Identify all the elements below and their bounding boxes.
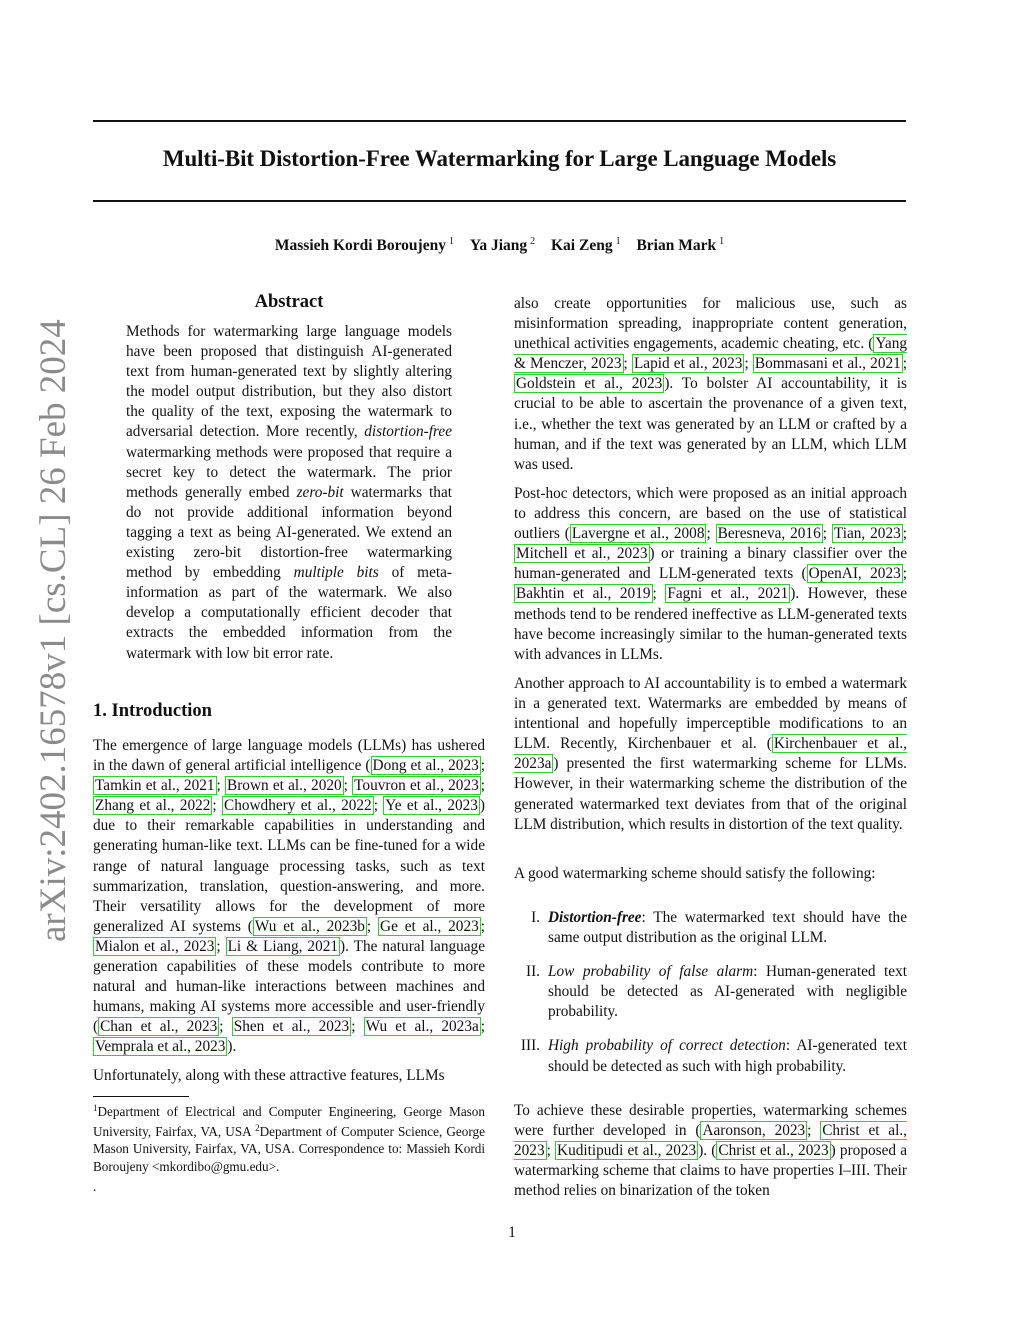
citation-link[interactable]: Yang & Menczer, 2023 bbox=[514, 335, 907, 373]
introduction-heading: 1. Introduction bbox=[93, 701, 212, 721]
citation-link[interactable]: Li & Liang, 2021 bbox=[227, 937, 339, 955]
list-item: II. Low probability of false alarm: Human-generated text should be detected as AI-generated with negligible probability. bbox=[525, 963, 907, 1021]
author: Massieh Kordi Boroujeny $^1$ bbox=[274, 236, 454, 254]
right-paragraph-5: To achieve these desirable properties, watermarking schemes were further developed in ( Aaronson, 2023 ; Christ et al., 2023 ; Kuditipudi et al., 2023 ). ( Christ et al., 2023 ) proposed a watermarking scheme that claims to have properties I–III. Their method relies on binarization of the token bbox=[514, 1102, 907, 1200]
citation-link[interactable]: Fagni et al., 2021 bbox=[667, 585, 789, 603]
citation-link[interactable]: Vemprala et al., 2023 bbox=[95, 1038, 226, 1056]
requirements-list bbox=[514, 908, 907, 1077]
author-list bbox=[93, 236, 906, 255]
citation-link[interactable]: Lavergne et al., 2008 bbox=[571, 525, 705, 543]
list-item: III. High probability of correct detection: AI-generated text should be detected as such with high probability. bbox=[520, 1037, 907, 1075]
list-item: I. Distortion-free: The watermarked text should have the same output distribution as the original LLM. bbox=[531, 909, 907, 947]
citation-link[interactable]: Bommasani et al., 2021 bbox=[754, 355, 901, 373]
abstract-body: Methods for watermarking large language models have been proposed that distinguish AI-generated text from human-generated text by slightly altering the model output distribution, but they also distort the quality of the text, exposing the watermark to adversarial detection. More recently, distortion-free watermarking methods were proposed that require a secret key to detect the watermark. The prior methods generally embed zero-bit watermarks that do not provide additional information beyond tagging a text as being AI-generated. We extend an existing zero-bit distortion-free watermarking method by embedding multiple bits of meta-information as part of the watermark. We also develop a computationally efficient decoder that extracts the embedded information from the watermark with low bit error rate. bbox=[126, 323, 452, 662]
author: Brian Mark $^1$ bbox=[636, 236, 725, 254]
citation-link[interactable]: Brown et al., 2020 bbox=[227, 777, 342, 795]
citation-link[interactable]: Wu et al., 2023b bbox=[254, 917, 365, 935]
stray-period: . bbox=[93, 1180, 97, 1195]
citation-link[interactable]: Goldstein et al., 2023 bbox=[516, 375, 663, 393]
intro-paragraph-1: The emergence of large language models (LLMs) has ushered in the dawn of general artificial intelligence ( Dong et al., 2023 ; Tamkin et al., 2021 ; Brown et al., 2020 ; Touvron et al., 2023 ; Zhang et al., 2022 ; Chowdhery et al., 2022 ; Ye et al., 2023 ) due to their remarkable capabilities in understanding and generating human-like text. LLMs can be fine-tuned for a wide range of natural language processing tasks, such as text summarization, translation, question-answering, and more. Their versatility allows for the development of more generalized AI systems ( Wu et al., 2023b ; Ge et al., 2023 ; Mialon et al., 2023 ; Li & Liang, 2021 ). The natural language generation capabilities of these models contribute to more natural and human-like interactions between machines and humans, making AI systems more accessible and user-friendly ( Chan et al., 2023 ; Shen et al., 2023 ; Wu et al., 2023a ; Vemprala et al., 2023 ). bbox=[93, 737, 486, 1056]
citation-link[interactable]: Zhang et al., 2022 bbox=[95, 797, 211, 815]
citation-link[interactable]: Chan et al., 2023 bbox=[100, 1018, 218, 1036]
citation-link[interactable]: Ye et al., 2023 bbox=[385, 797, 478, 815]
title-bottom-rule bbox=[93, 200, 906, 202]
right-paragraph-1: also create opportunities for malicious use, such as misinformation spreading, inappropriate content generation, unethical activities engagements, academic cheating, etc. ( Yang & Menczer, 2023 ; Lapid et al., 2023 ; Bommasani et al., 2021 ; Goldstein et al., 2023 ). To bolster AI accountability, it is crucial to be able to ascertain the provenance of a given text, i.e., whether the text was generated by an LLM or crafted by a human, and if the text was generated by an LLM, which LLM was used. bbox=[514, 295, 908, 473]
citation-link[interactable]: Aaronson, 2023 bbox=[702, 1122, 806, 1140]
abstract-heading: Abstract bbox=[254, 292, 324, 312]
citation-link[interactable]: Bakhtin et al., 2019 bbox=[516, 585, 651, 603]
citation-link[interactable]: Shen et al., 2023 bbox=[233, 1018, 350, 1036]
citation-link[interactable]: OpenAI, 2023 bbox=[808, 565, 901, 583]
author: Ya Jiang $^2$ bbox=[469, 236, 536, 254]
citation-link[interactable]: Lapid et al., 2023 bbox=[633, 355, 743, 373]
author: Kai Zeng $^1$ bbox=[551, 236, 621, 254]
right-paragraph-2: Post-hoc detectors, which were proposed as an initial approach to address this concern, are based on the use of statistical outliers ( Lavergne et al., 2008 ; Beresneva, 2016 ; Tian, 2023 ; Mitchell et al., 2023 ) or training a binary classifier over the human-generated and LLM-generated texts ( OpenAI, 2023 ; Bakhtin et al., 2019 ; Fagni et al., 2021 ). However, these methods tend to be rendered ineffective as LLM-generated texts have become increasingly similar to the human-generated texts with advances in LLMs. bbox=[514, 485, 908, 663]
paper-title: Multi-Bit Distortion-Free Watermarking for Large Language Models bbox=[162, 146, 837, 171]
right-paragraph-3: Another approach to AI accountability is to embed a watermark in a generated text. Watermarks are embedded by means of intentional and hopefully imperceptible modifications to an LLM. Recently, Kirchenbauer et al. ( Kirchenbauer et al., 2023a ) presented the first watermarking scheme for LLMs. However, in their watermarking scheme the distribution of the generated watermarked text deviates from that of the original LLM distribution, which results in distortion of the text quality. bbox=[514, 675, 907, 833]
citation-link[interactable]: Ge et al., 2023 bbox=[380, 917, 479, 935]
citation-link[interactable]: Christ et al., 2023 bbox=[514, 1122, 907, 1160]
citation-link[interactable]: Chowdhery et al., 2022 bbox=[224, 797, 372, 815]
intro-paragraph-2: Unfortunately, along with these attractive features, LLMs bbox=[93, 1067, 445, 1084]
arxiv-sidebar-stamp: arXiv:2402.16578v1 [cs.CL] 26 Feb 2024 bbox=[33, 319, 74, 942]
citation-link[interactable]: Tamkin et al., 2021 bbox=[95, 777, 215, 795]
citation-link[interactable]: Kirchenbauer et al., 2023a bbox=[514, 735, 907, 773]
citation-link[interactable]: Touvron et al., 2023 bbox=[354, 777, 479, 795]
citation-link[interactable]: Beresneva, 2016 bbox=[717, 525, 821, 543]
citation-link[interactable]: Kuditipudi et al., 2023 bbox=[557, 1142, 697, 1160]
page-number: 1 bbox=[508, 1224, 516, 1241]
citation-link[interactable]: Christ et al., 2023 bbox=[718, 1142, 829, 1160]
citation-link[interactable]: Mialon et al., 2023 bbox=[95, 937, 215, 955]
citation-link[interactable]: Wu et al., 2023a bbox=[365, 1018, 479, 1036]
citation-link[interactable]: Dong et al., 2023 bbox=[372, 757, 479, 775]
citation-link[interactable]: Mitchell et al., 2023 bbox=[516, 545, 648, 563]
citation-link[interactable]: Tian, 2023 bbox=[833, 525, 901, 543]
right-paragraph-4: A good watermarking scheme should satisfy the following: bbox=[514, 865, 876, 882]
footnote-rule bbox=[93, 1096, 189, 1097]
affiliation-footnote: $^1$Department of Electrical and Computer Engineering, George Mason University, Fairfax, VA, USA $^2$Department of Computer Science, George Mason University, Fairfax, VA, USA. Correspondence to: Massieh Kordi Boroujeny <mkordibo@gmu.edu>. bbox=[93, 1103, 485, 1174]
title-top-rule bbox=[93, 120, 906, 122]
